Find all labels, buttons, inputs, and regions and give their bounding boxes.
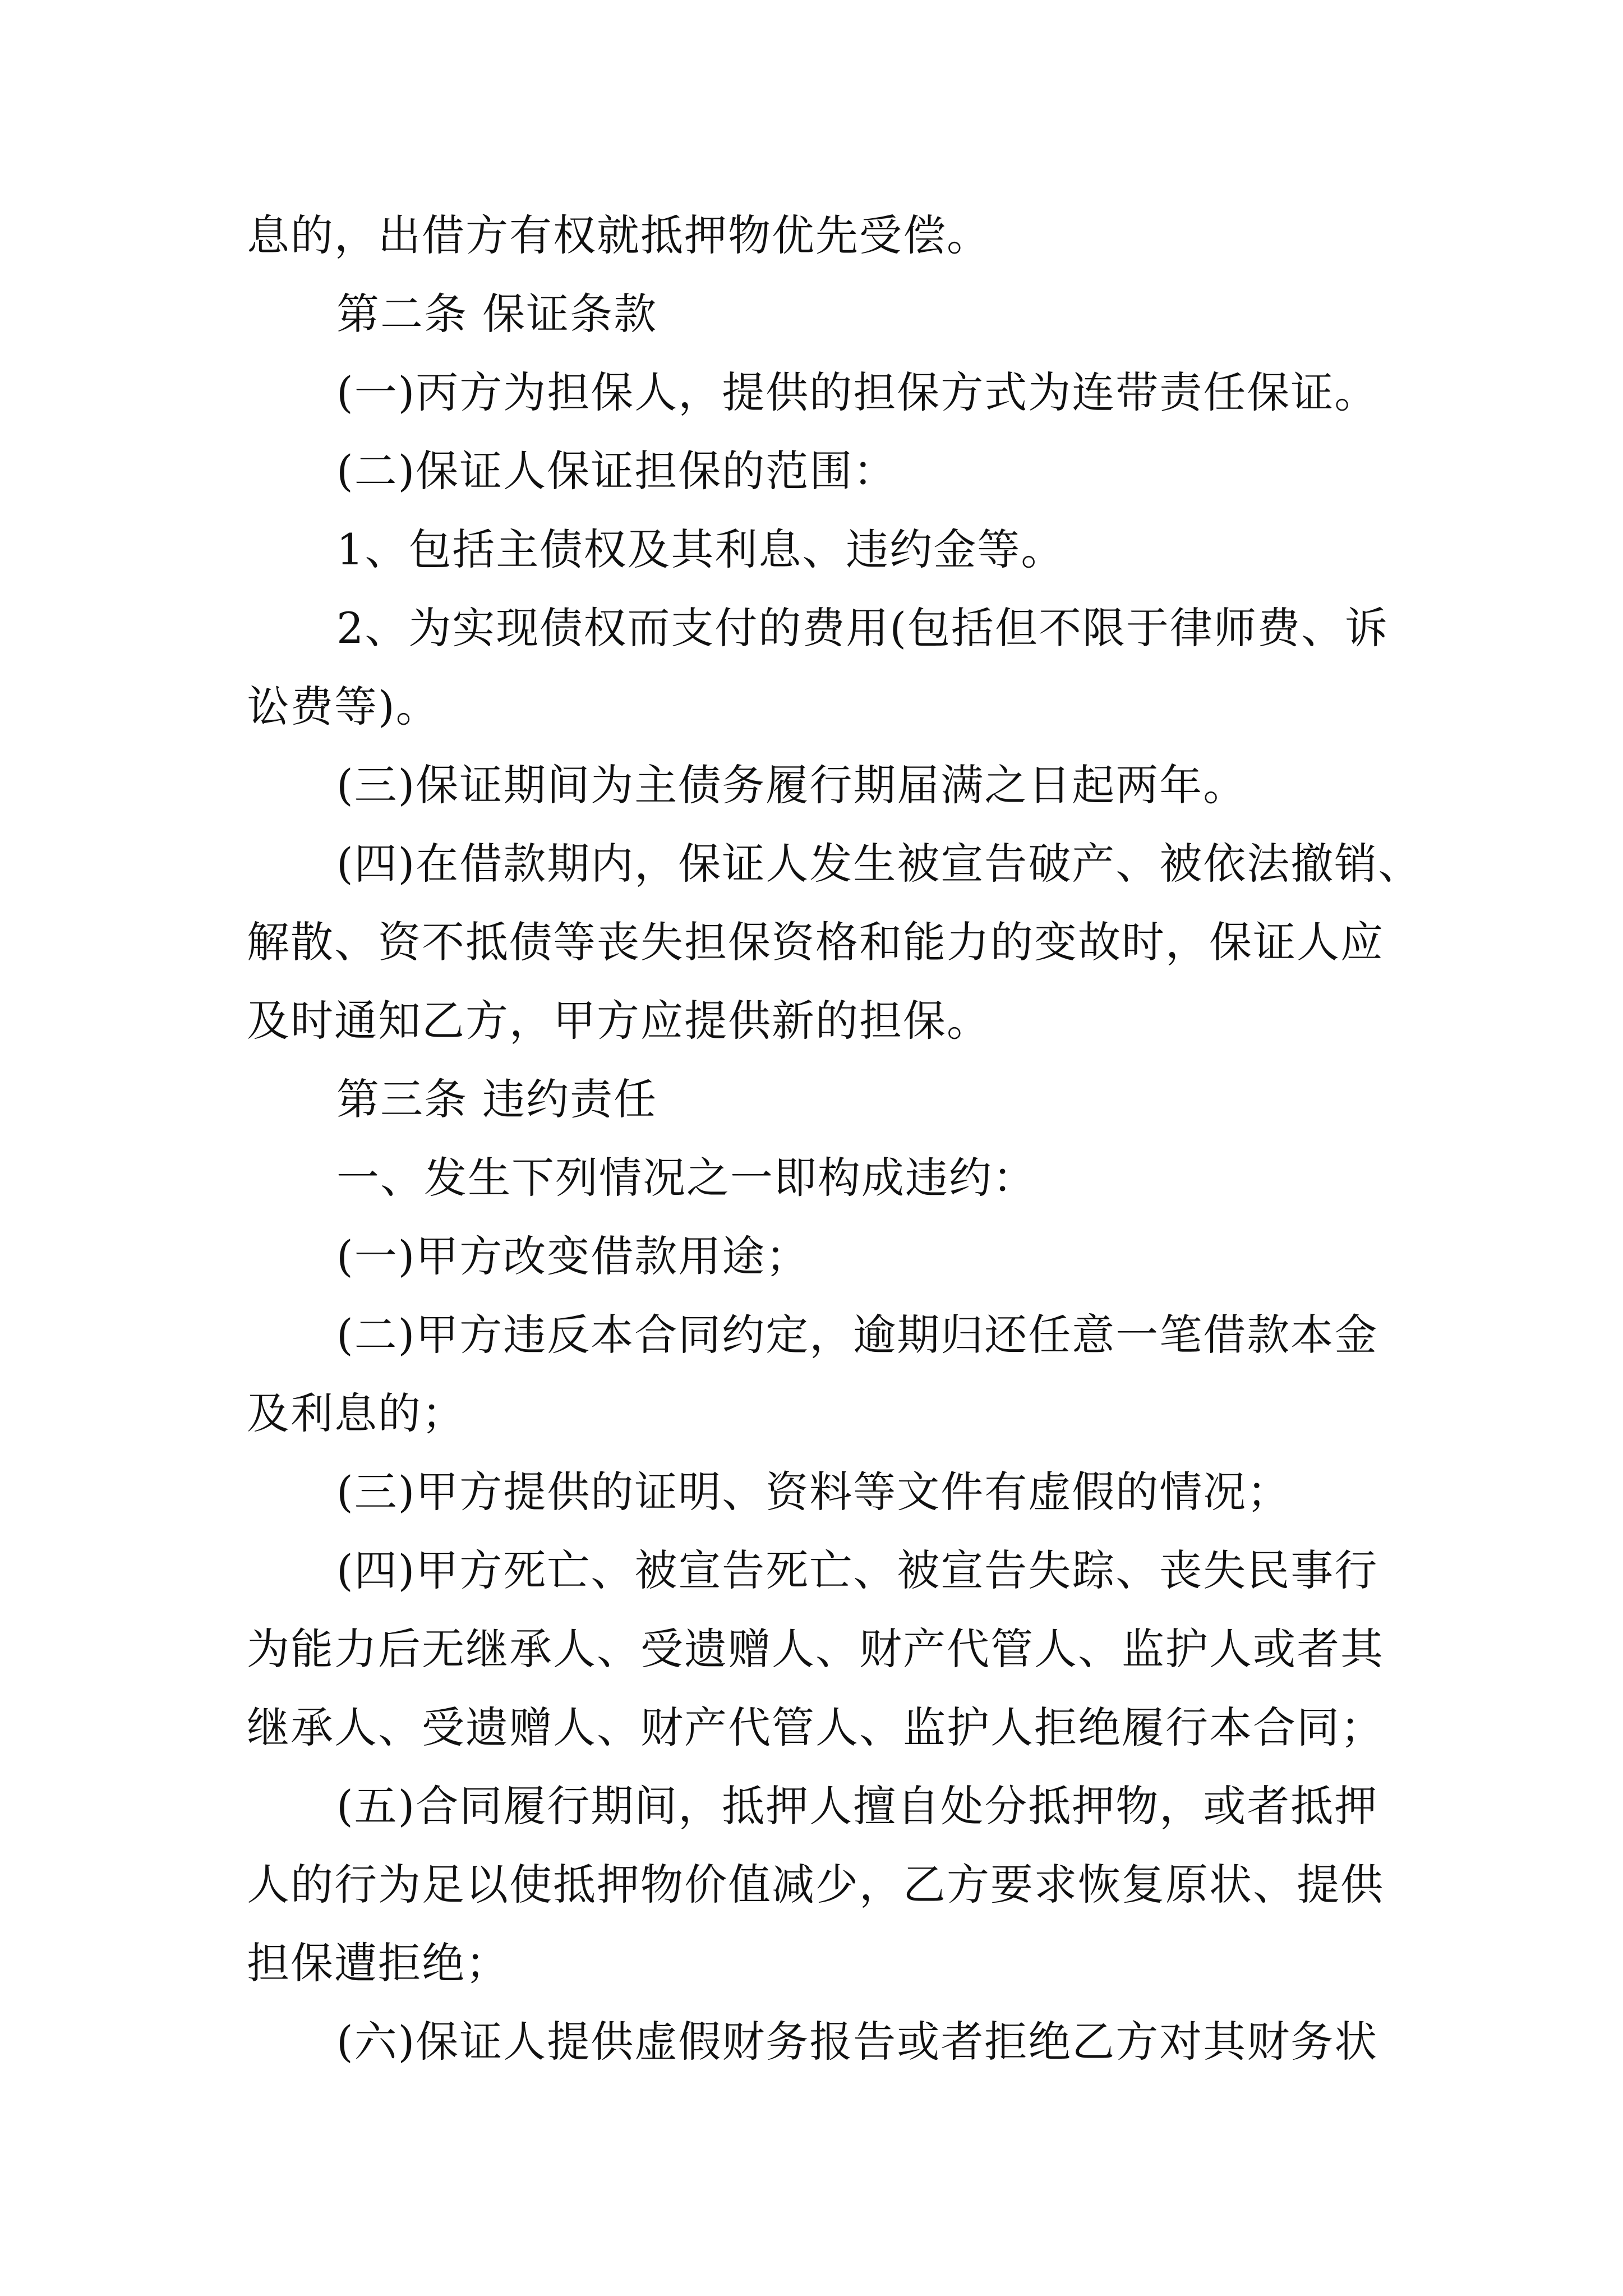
- text-line: (三)甲方提供的证明、资料等文件有虚假的情况；: [336, 1467, 1291, 1517]
- text-line: (二)保证人保证担保的范围：: [336, 446, 897, 496]
- text-line: (二)甲方违反本合同约定，逾期归还任意一笔借款本金: [336, 1310, 1378, 1360]
- text-line: 及时通知乙方，甲方应提供新的担保。: [247, 996, 990, 1046]
- text-line: 解散、资不抵债等丧失担保资格和能力的变故时，保证人应: [247, 917, 1384, 967]
- text-line: (五)合同履行期间，抵押人擅自处分抵押物，或者抵押: [336, 1781, 1378, 1831]
- text-line: (四)甲方死亡、被宣告死亡、被宣告失踪、丧失民事行: [336, 1545, 1378, 1595]
- text-line: 一、发生下列情况之一即构成违约：: [336, 1153, 1036, 1203]
- contract-body-text: [247, 196, 1422, 2081]
- section-heading-breach: 第三条 违约责任: [336, 1074, 658, 1124]
- section-heading-guarantee: 第二条 保证条款: [336, 289, 658, 339]
- text-line: 担保遭拒绝；: [247, 1938, 509, 1988]
- text-line: (一)甲方改变借款用途；: [336, 1231, 810, 1281]
- text-line: 人的行为足以使抵押物价值减少，乙方要求恢复原状、提供: [247, 1860, 1384, 1910]
- text-line: 为能力后无继承人、受遗赠人、财产代管人、监护人或者其: [247, 1624, 1384, 1674]
- text-line: (四)在借款期内，保证人发生被宣告破产、被依法撤销、: [336, 839, 1422, 889]
- text-line: (一)丙方为担保人，提供的担保方式为连带责任保证。: [336, 367, 1378, 417]
- text-line: (六)保证人提供虚假财务报告或者拒绝乙方对其财务状: [336, 2017, 1378, 2067]
- text-line: 及利息的；: [247, 1388, 465, 1438]
- text-line: (三)保证期间为主债务履行期届满之日起两年。: [336, 760, 1247, 810]
- text-line: 讼费等)。: [247, 682, 440, 731]
- text-line: 继承人、受遗赠人、财产代管人、监护人拒绝履行本合同；: [247, 1703, 1384, 1752]
- text-line: 2、为实现债权而支付的费用(包括但不限于律师费、诉: [336, 603, 1389, 653]
- text-line: 1、包括主债权及其利息、违约金等。: [336, 524, 1065, 574]
- text-line: 息的，出借方有权就抵押物优先受偿。: [247, 210, 990, 260]
